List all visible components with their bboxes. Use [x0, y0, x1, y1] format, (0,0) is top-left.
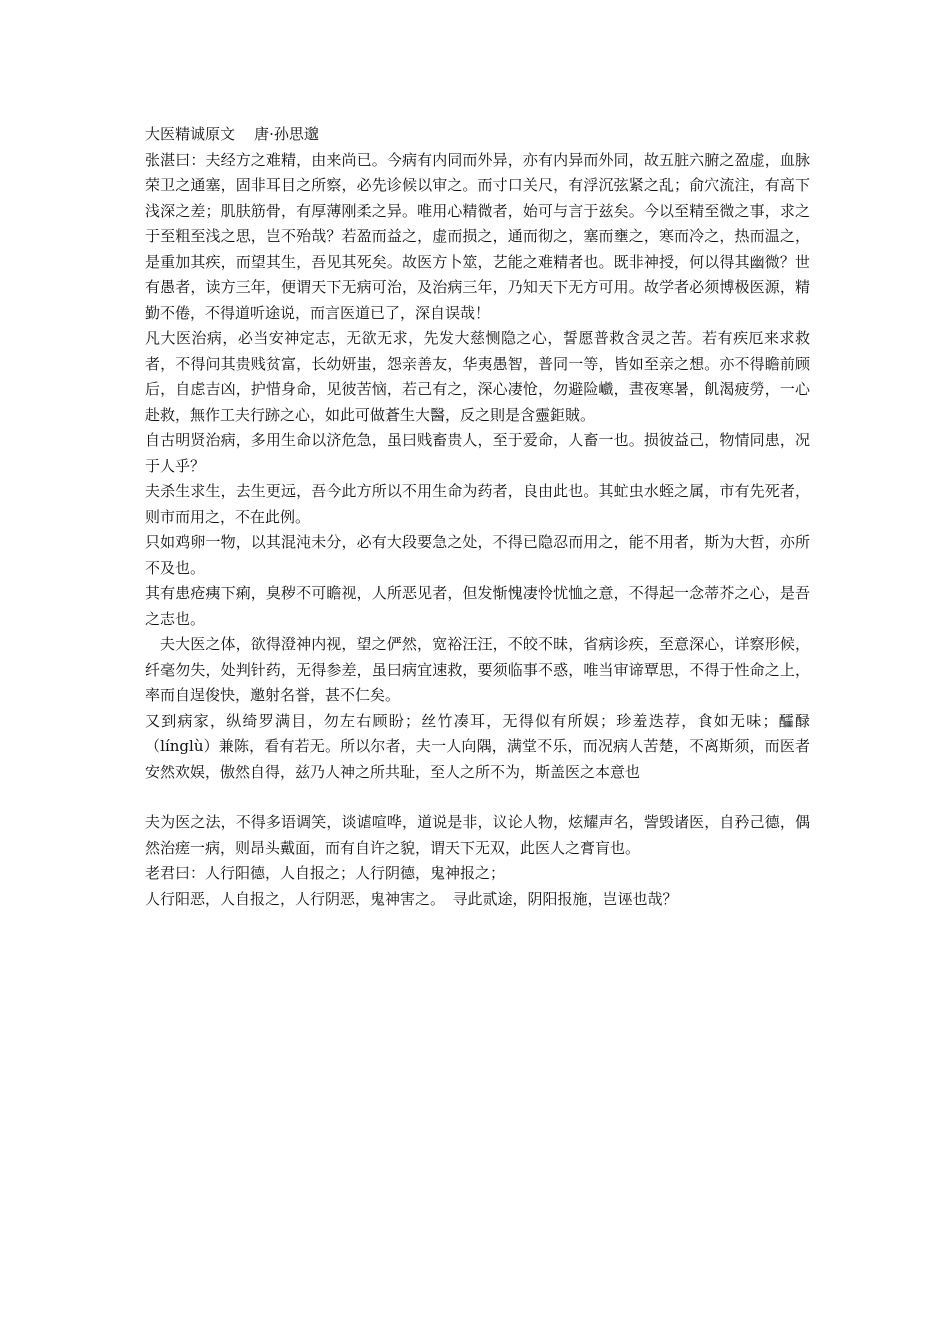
paragraph-10: 老君曰：人行阳德，人自报之；人行阴德，鬼神报之；	[145, 864, 506, 882]
paragraph-2: 凡大医治病，必当安神定志，无欲无求，先发大慈恻隐之心，誓愿普救含灵之苦。若有疾厄来求救者，不得问其贵贱贫富，长幼妍蚩，怨亲善友，华夷愚智，普同一等，皆如至亲之想。亦不得瞻前顾后，自虑吉凶，护惜身命，见彼苦恼，若己有之，深心凄怆，勿避险巇，晝夜寒暑，飢渴疲勞，一心赴救，無作工夫行跡之心，如此可做蒼生大醫，反之則是含靈鉅賊。	[145, 329, 810, 424]
blank-line	[145, 785, 810, 810]
paragraph-1: 张湛曰：夫经方之难精，由来尚已。今病有内同而外异，亦有内异而外同，故五脏六腑之盈虚，血脉荣卫之通塞，固非耳目之所察，必先诊候以审之。而寸口关尺，有浮沉弦紧之乱；俞穴流注，有高下浅深之差；肌肤筋骨，有厚薄刚柔之异。唯用心精微者，始可与言于兹矣。今以至精至微之事，求之于至粗至浅之思，岂不殆哉？若盈而益之，虚而损之，通而彻之，塞而壅之，寒而冷之，热而温之，是重加其疾，而望其生，吾见其死矣。故医方卜筮，艺能之难精者也。既非神授，何以得其幽微？世有愚者，读方三年，便谓天下无病可治，及治病三年，乃知天下无方可用。故学者必须博极医源，精勤不倦，不得道听途说，而言医道已了，深自误哉！	[145, 150, 810, 322]
document-title: 大医精诚原文	[145, 125, 236, 143]
title-line	[145, 122, 810, 148]
document-author: 唐·孙思邈	[254, 125, 319, 143]
paragraph-8: 又到病家，纵绮罗满目，勿左右顾盼；丝竹凑耳，无得似有所娱；珍羞迭荐，食如无味；醽醁（línglù）兼陈，看有若无。所以尔者，夫一人向隅，满堂不乐，而况病人苦楚，不离斯须，而医者安然欢娱，傲然自得，兹乃人神之所共耻，至人之所不为，斯盖医之本意也	[145, 711, 810, 781]
paragraph-7: 夫大医之体，欲得澄神内视，望之俨然，宽裕汪汪，不皎不昧，省病诊疾，至意深心，详察形候，纤毫勿失，处判针药，无得参差，虽曰病宜速救，要须临事不惑，唯当审谛覃思，不得于性命之上，率而自逞俊快，邀射名誉，甚不仁矣。	[145, 635, 810, 704]
paragraph-6: 其有患疮痍下痢，臭秽不可瞻视，人所恶见者，但发惭愧凄怜忧恤之意，不得起一念蒂芥之心，是吾之志也。	[145, 584, 810, 628]
document-page	[145, 122, 810, 912]
paragraph-5: 只如鸡卵一物，以其混沌未分，必有大段要急之处，不得已隐忍而用之，能不用者，斯为大哲，亦所不及也。	[145, 533, 810, 577]
paragraph-4: 夫杀生求生，去生更远，吾今此方所以不用生命为药者，良由此也。其虻虫水蛭之属，市有先死者，则市而用之，不在此例。	[145, 482, 810, 526]
paragraph-11: 人行阳恶，人自报之，人行阴恶，鬼神害之。 寻此贰途，阴阳报施，岂诬也哉？	[145, 889, 678, 908]
paragraph-9: 夫为医之法，不得多语调笑，谈谑喧哗，道说是非，议论人物，炫耀声名，訾毁诸医，自矜己德，偶然治瘥一病，则昂头戴面，而有自许之貌，谓天下无双，此医人之膏肓也。	[145, 813, 810, 857]
paragraph-3: 自古明贤治病，多用生命以济危急，虽曰贱畜贵人，至于爱命，人畜一也。损彼益己，物情同患，况于人乎？	[145, 431, 810, 475]
